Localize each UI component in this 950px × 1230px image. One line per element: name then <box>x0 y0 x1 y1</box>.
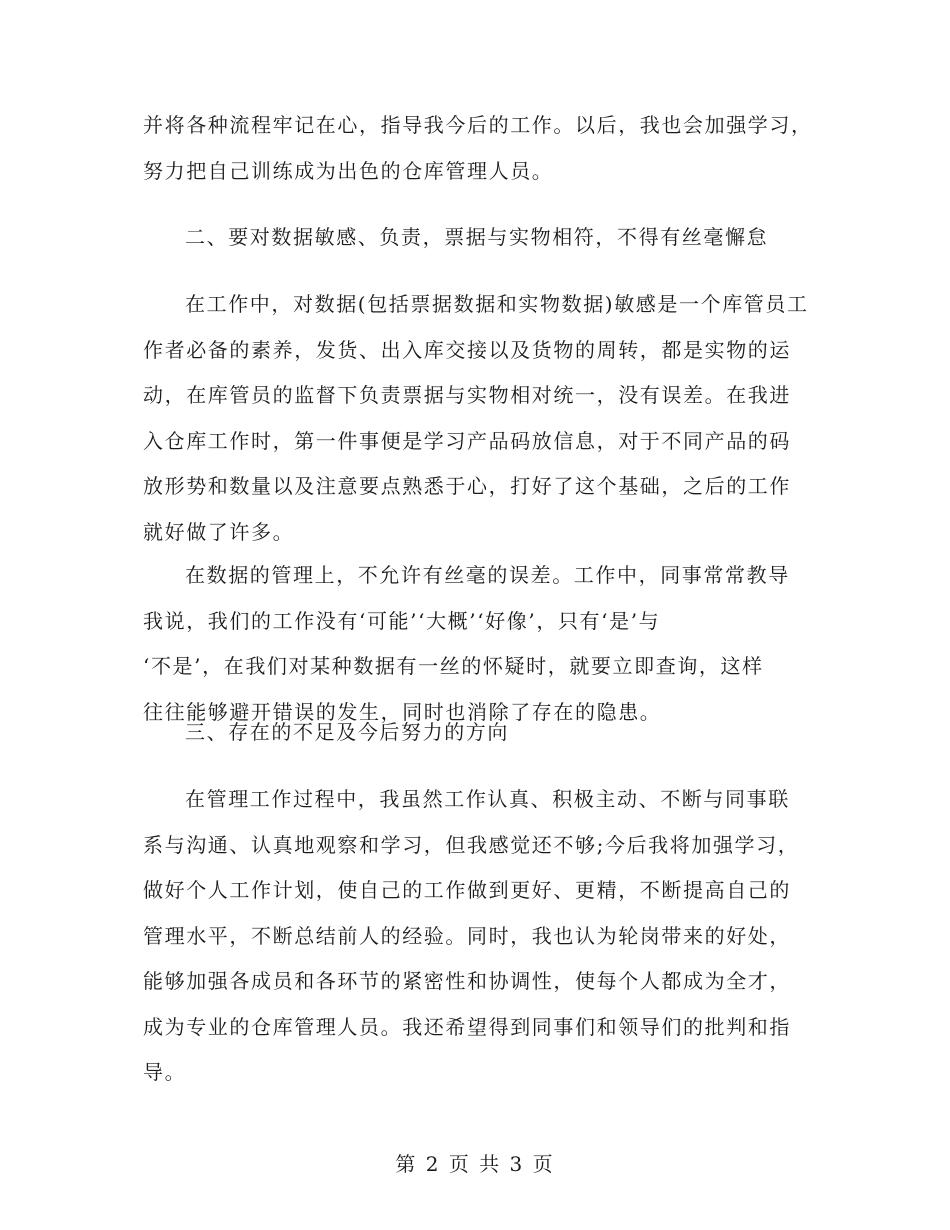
text-line: 往往能够避开错误的发生，同时也消除了存在的隐患。 <box>143 699 662 724</box>
heading-text: 二、要对数据敏感、负责，票据与实物相符，不得有丝毫懈怠 <box>185 225 769 249</box>
paragraph-continuation <box>143 103 823 194</box>
text-line: 动，在库管员的监督下负责票据与实物相对统一，没有误差。在我进 <box>143 383 791 407</box>
page-number-footer: 第 2 页 共 3 页 <box>395 1152 555 1176</box>
text-line: 在管理工作过程中，我虽然工作认真、积极主动、不断与同事联 <box>185 787 790 811</box>
text-line: 放形势和数量以及注意要点熟悉于心，打好了这个基础，之后的工作 <box>143 474 791 498</box>
paragraph-shortcomings <box>143 777 823 1096</box>
section-heading-2 <box>185 215 865 261</box>
text-line: 能够加强各成员和各环节的紧密性和协调性，使每个人都成为全才， <box>143 969 791 993</box>
text-line: 我说，我们的工作没有‘可能’‘大概’‘好像’，只有‘是’与 <box>143 608 661 633</box>
text-line: 在数据的管理上，不允许有丝毫的误差。工作中，同事常常教导 <box>185 563 790 587</box>
text-line: 导。 <box>143 1060 187 1084</box>
text-line: 作者必备的素养，发货、出入库交接以及货物的周转，都是实物的运 <box>143 337 791 362</box>
paragraph-data-management <box>143 553 823 735</box>
text-line: ‘不是’，在我们对某种数据有一丝的怀疑时，就要立即查询，这样 <box>143 654 764 678</box>
text-line: 并将各种流程牢记在心，指导我今后的工作。以后，我也会加强学习， <box>143 113 813 137</box>
text-line: 管理水平，不断总结前人的经验。同时，我也认为轮岗带来的好处， <box>143 923 791 948</box>
text-line: 系与沟通、认真地观察和学习，但我感觉还不够;今后我将加强学习， <box>143 832 800 857</box>
text-line: 在工作中，对数据(包括票据数据和实物数据)敏感是一个库管员工 <box>185 292 809 316</box>
text-line: 努力把自己训练成为出色的仓库管理人员。 <box>143 158 554 183</box>
section-heading-3 <box>185 710 865 756</box>
text-line: 成为专业的仓库管理人员。我还希望得到同事们和领导们的批判和指 <box>143 1014 791 1039</box>
text-line: 做好个人工作计划，使自己的工作做到更好、更精，不断提高自己的 <box>143 878 791 902</box>
paragraph-data-sensitivity <box>143 282 823 555</box>
text-line: 就好做了许多。 <box>143 519 295 544</box>
heading-text: 三、存在的不足及今后努力的方向 <box>185 720 509 744</box>
text-line: 入仓库工作时，第一件事便是学习产品码放信息，对于不同产品的码 <box>143 428 791 453</box>
